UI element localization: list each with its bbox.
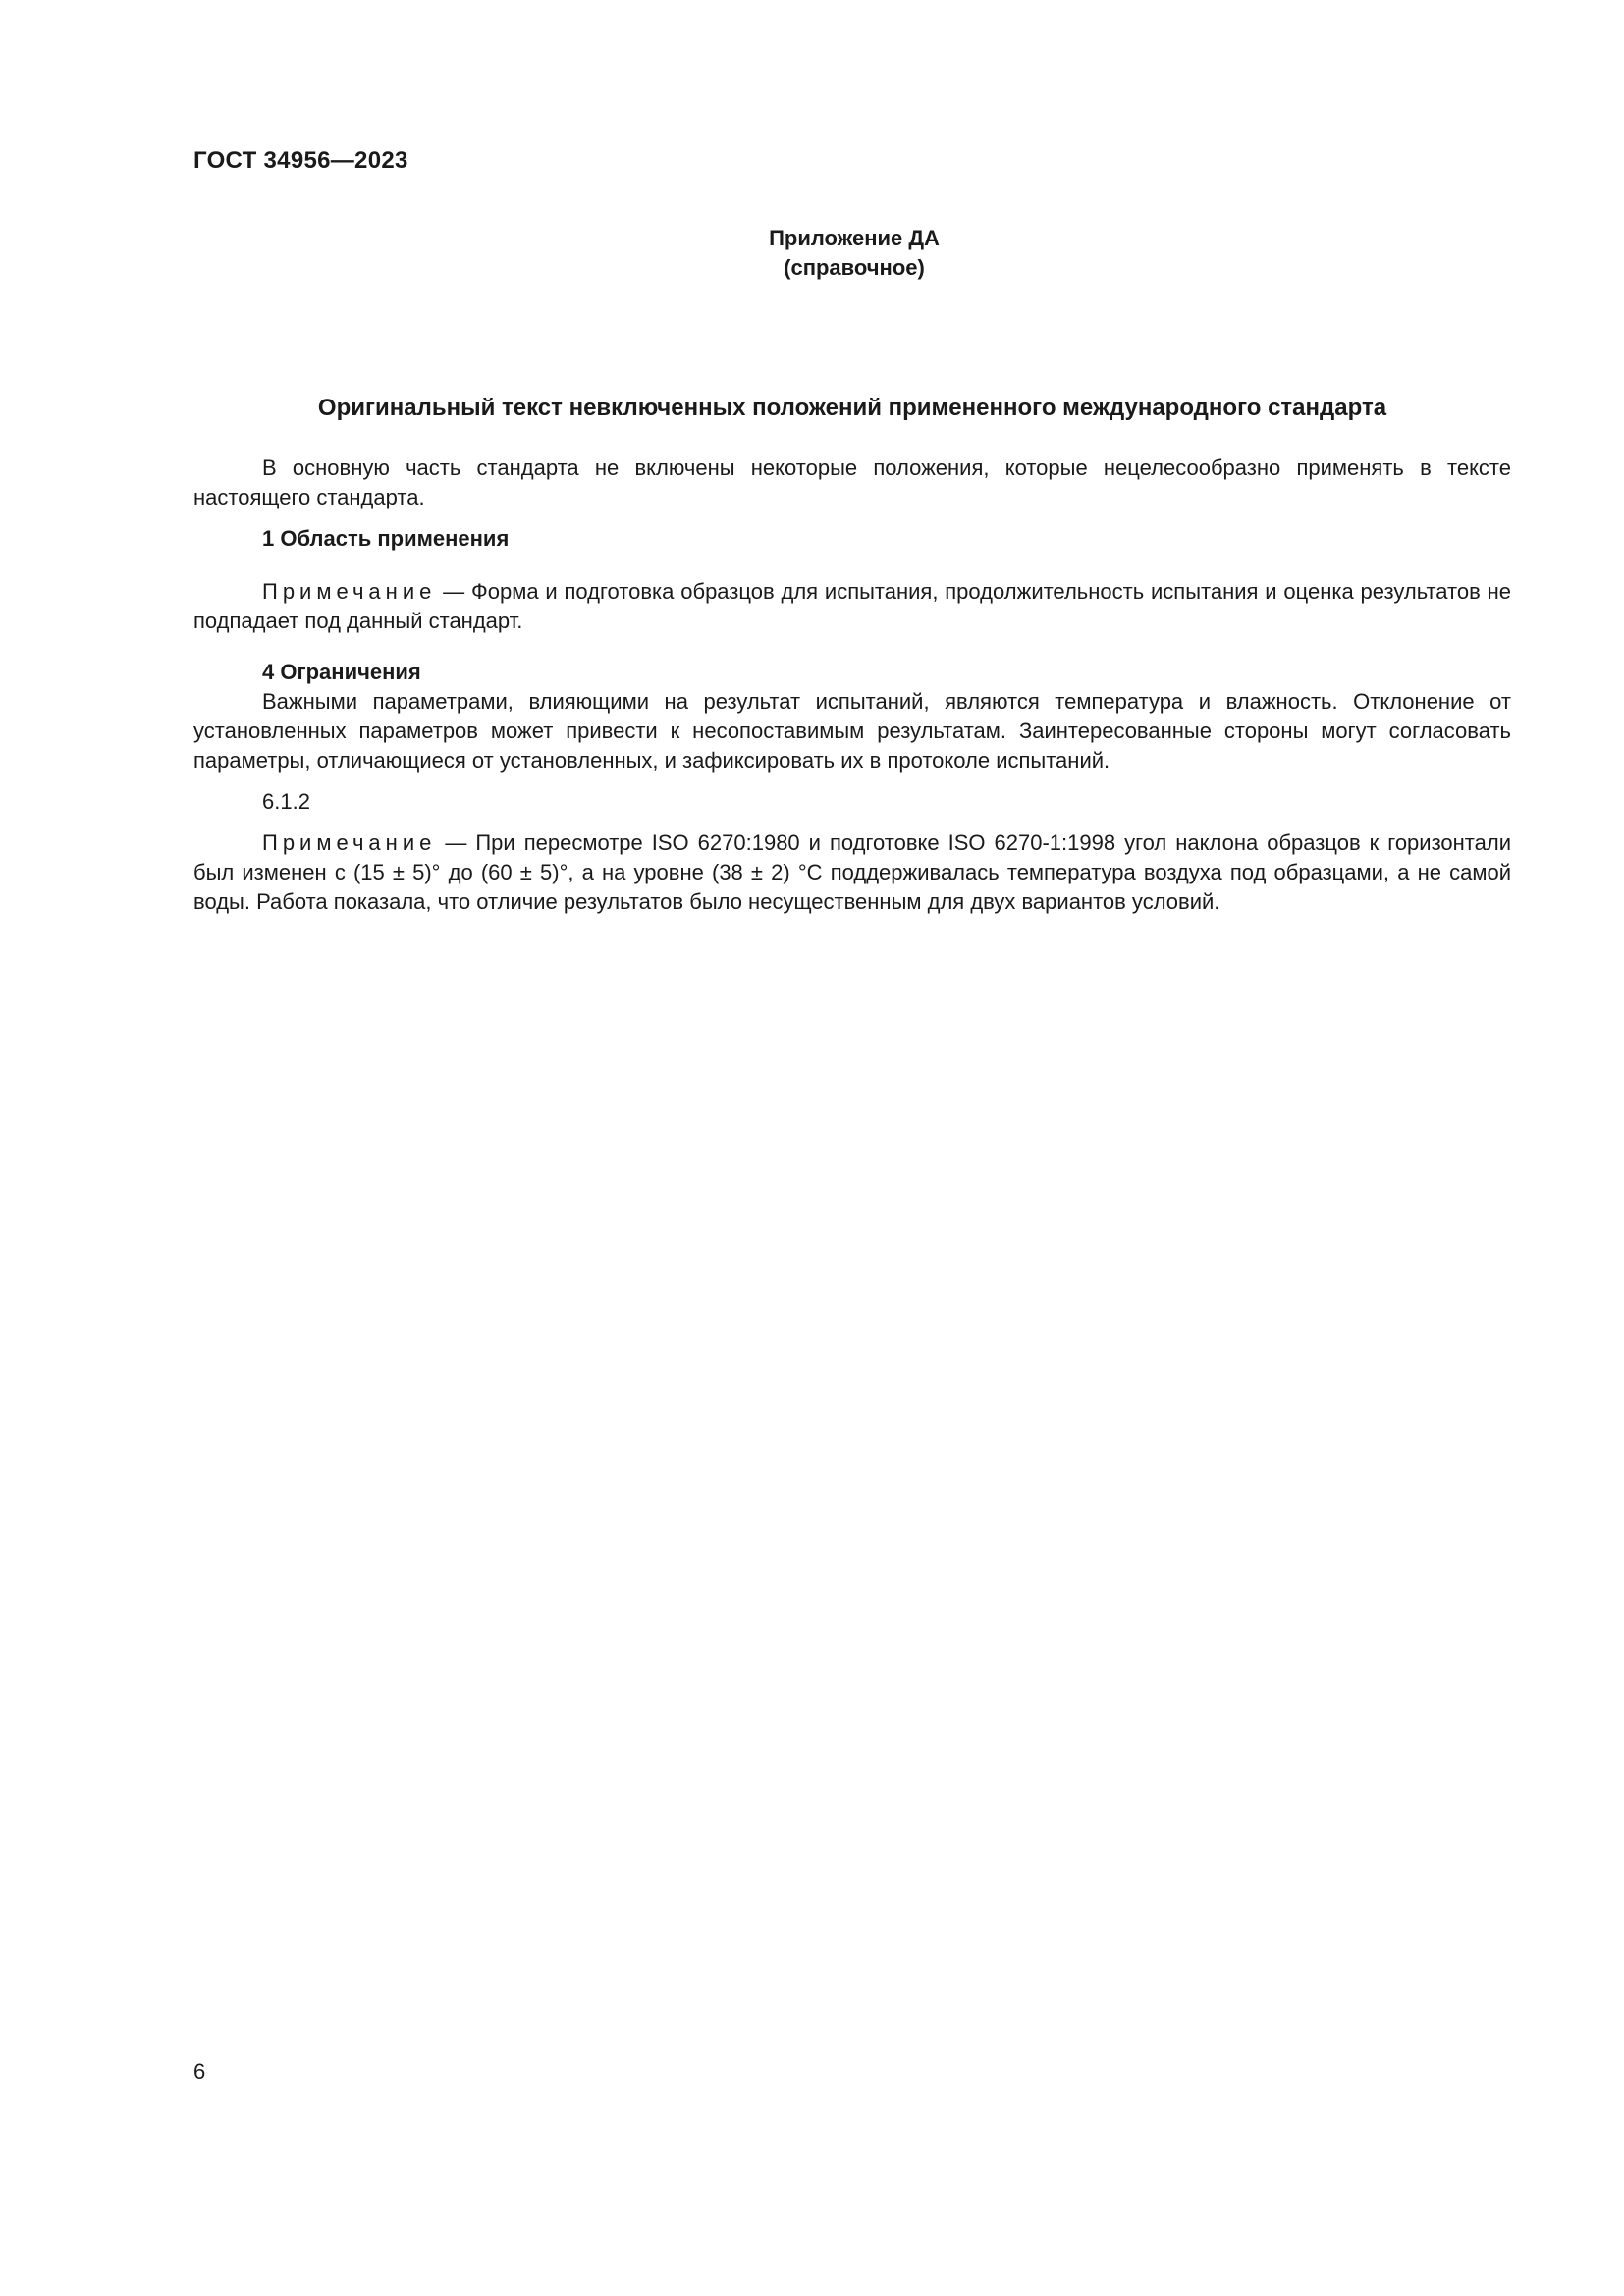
document-code: ГОСТ 34956—2023: [193, 147, 408, 174]
note-2-paragraph: [193, 828, 1511, 917]
intro-paragraph: В основную часть стандарта не включены некоторые положения, которые нецелесообразно применять в тексте настоящего стандарта.: [193, 455, 1511, 509]
clause-number: 6.1.2: [262, 789, 310, 814]
section-1-heading: 1 Область применения: [262, 526, 510, 551]
note-text: — Форма и подготовка образцов для испытания, продолжительность испытания и оценка результатов не подпадает под данный стандарт.: [193, 579, 1511, 633]
main-title: Оригинальный текст невключенных положений примененного международного стандарта: [317, 395, 1387, 421]
note-label: Примечание: [262, 579, 437, 604]
annex-block: [0, 224, 1624, 283]
annex-subtitle: (справочное): [784, 255, 925, 280]
note-2-text: — При пересмотре ISO 6270:1980 и подготовке ISO 6270-1:1998 угол наклона образцов к горизонтали был изменен с (15 ± 5)° до (60 ± 5)°, а на уровне (38 ± 2) °С поддерживалась температура воздуха под образцами, а не самой воды. Работа показала, что отличие результатов было несущественным для двух вариантов условий.: [193, 830, 1511, 914]
section-1-note: [193, 577, 1511, 636]
section-4-heading: 4 Ограничения: [262, 660, 421, 684]
section-4-paragraph: Важными параметрами, влияющими на результат испытаний, являются температура и влажность. Отклонение от установленных параметров может привести к несопоставимым результатам. Заинтересованные стороны могут согласовать параметры, отличающиеся от установленных, и зафиксировать их в протоколе испытаний.: [193, 689, 1511, 773]
annex-title: Приложение ДА: [769, 226, 940, 250]
body-text: [193, 454, 1511, 917]
note-2-label: Примечание: [262, 830, 437, 855]
page-number: 6: [193, 2059, 206, 2084]
